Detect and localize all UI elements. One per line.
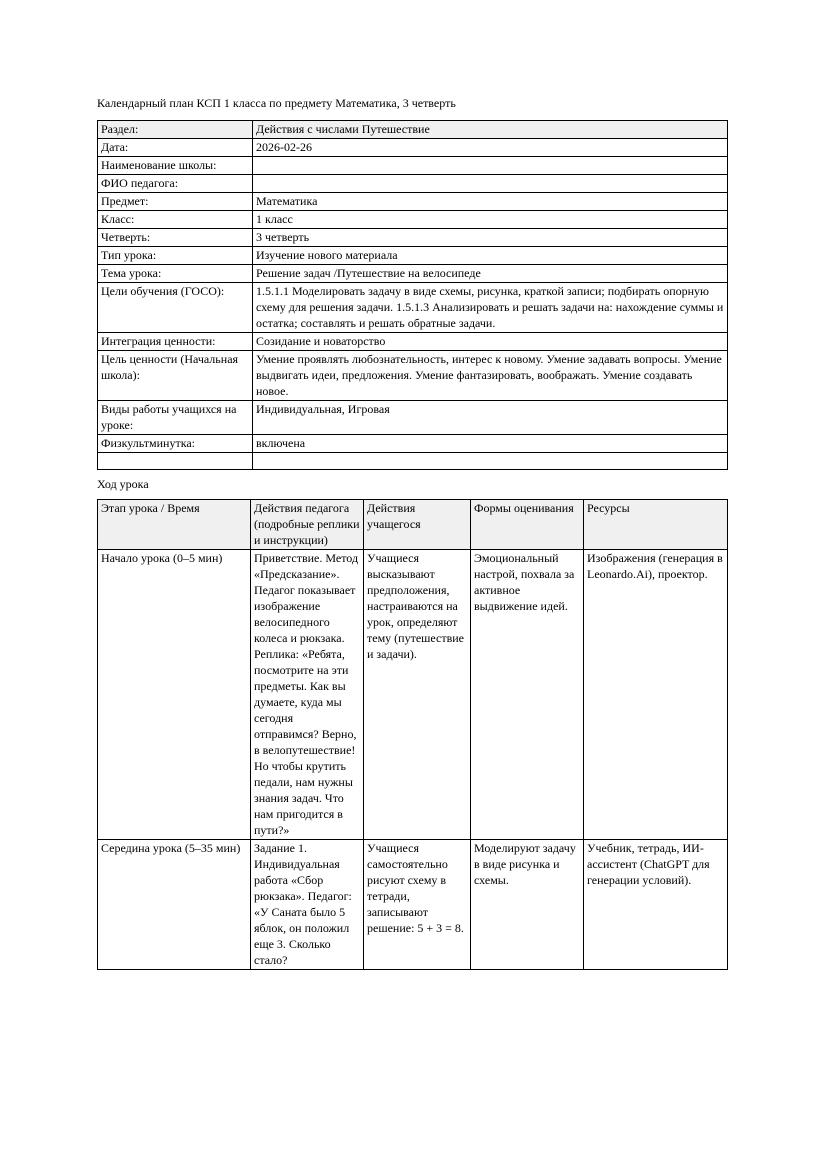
info-row-class (98, 211, 728, 229)
info-label: Виды работы учащихся на уроке: (98, 401, 253, 435)
info-row-date (98, 139, 728, 157)
lesson-table-header-row (98, 500, 728, 550)
lesson-row-middle (98, 840, 728, 970)
info-label: Цель ценности (Начальная школа): (98, 351, 253, 401)
info-row-empty (98, 453, 728, 470)
lesson-flow-table (97, 499, 728, 970)
info-label (98, 453, 253, 470)
info-row-subject (98, 193, 728, 211)
stage-cell: Начало урока (0–5 мин) (98, 550, 251, 840)
assessment-cell: Эмоциональный настрой, похвала за активное выдвижение идей. (471, 550, 584, 840)
info-row-lesson-type (98, 247, 728, 265)
info-row-work-types (98, 401, 728, 435)
info-label: Физкультминутка: (98, 435, 253, 453)
info-value: Созидание и новаторство (253, 333, 728, 351)
info-row-quarter (98, 229, 728, 247)
teacher-actions-cell: Приветствие. Метод «Предсказание». Педагог показывает изображение велосипедного колеса и рюкзака. Реплика: «Ребята, посмотрите на эти предметы. Как вы думаете, куда мы сегодня отправимся? Верно, в велопутешествие! Но чтобы крутить педали, нам нужны знания задач. Что нам пригодится в пути?» (251, 550, 364, 840)
info-label: Интеграция ценности: (98, 333, 253, 351)
info-value (253, 175, 728, 193)
info-row-values-goal (98, 351, 728, 401)
document-title: Календарный план КСП 1 класса по предмету Математика, 3 четверть (97, 96, 456, 110)
column-header-resources: Ресурсы (584, 500, 728, 550)
info-label: Предмет: (98, 193, 253, 211)
info-row-section (98, 121, 728, 139)
info-row-school-name (98, 157, 728, 175)
assessment-cell: Моделируют задачу в виде рисунка и схемы. (471, 840, 584, 970)
column-header-assessment: Формы оценивания (471, 500, 584, 550)
info-row-lesson-topic (98, 265, 728, 283)
stage-cell: Середина урока (5–35 мин) (98, 840, 251, 970)
info-value: 2026-02-26 (253, 139, 728, 157)
info-label: Дата: (98, 139, 253, 157)
lesson-info-table (97, 120, 728, 470)
info-value: включена (253, 435, 728, 453)
info-value: 1 класс (253, 211, 728, 229)
teacher-actions-cell: Задание 1. Индивидуальная работа «Сбор рюкзака». Педагог: «У Саната было 5 яблок, он положил еще 3. Сколько стало? (251, 840, 364, 970)
info-label: Цели обучения (ГОСО): (98, 283, 253, 333)
column-header-student-actions: Действия учащегося (364, 500, 471, 550)
info-value: Индивидуальная, Игровая (253, 401, 728, 435)
info-label: Тема урока: (98, 265, 253, 283)
info-label: Наименование школы: (98, 157, 253, 175)
info-label: ФИО педагога: (98, 175, 253, 193)
info-row-learning-goals (98, 283, 728, 333)
info-value: Умение проявлять любознательность, интерес к новому. Умение задавать вопросы. Умение выдвигать идеи, предложения. Умение фантазировать, воображать. Умение создавать новое. (253, 351, 728, 401)
info-value: Действия с числами Путешествие (253, 121, 728, 139)
info-row-teacher-name (98, 175, 728, 193)
info-label: Четверть: (98, 229, 253, 247)
info-value: 1.5.1.1 Моделировать задачу в виде схемы, рисунка, краткой записи; подбирать опорную схему для решения задачи. 1.5.1.3 Анализировать и решать задачи на: нахождение суммы и остатка; составлять и решать обратные задачи. (253, 283, 728, 333)
info-label: Раздел: (98, 121, 253, 139)
resources-cell: Изображения (генерация в Leonardo.Ai), проектор. (584, 550, 728, 840)
info-label: Тип урока: (98, 247, 253, 265)
column-header-stage: Этап урока / Время (98, 500, 251, 550)
lesson-flow-heading: Ход урока (97, 477, 149, 491)
info-value (253, 157, 728, 175)
info-label: Класс: (98, 211, 253, 229)
lesson-row-start (98, 550, 728, 840)
info-value: Математика (253, 193, 728, 211)
info-value: Изучение нового материала (253, 247, 728, 265)
resources-cell: Учебник, тетрадь, ИИ-ассистент (ChatGPT для генерации условий). (584, 840, 728, 970)
student-actions-cell: Учащиеся самостоятельно рисуют схему в тетради, записывают решение: 5 + 3 = 8. (364, 840, 471, 970)
info-value: 3 четверть (253, 229, 728, 247)
info-value: Решение задач /Путешествие на велосипеде (253, 265, 728, 283)
info-row-values-integration (98, 333, 728, 351)
info-row-physical-minute (98, 435, 728, 453)
info-value (253, 453, 728, 470)
page-content (97, 96, 727, 970)
student-actions-cell: Учащиеся высказывают предположения, настраиваются на урок, определяют тему (путешествие и задачи). (364, 550, 471, 840)
column-header-teacher-actions: Действия педагога (подробные реплики и инструкции) (251, 500, 364, 550)
